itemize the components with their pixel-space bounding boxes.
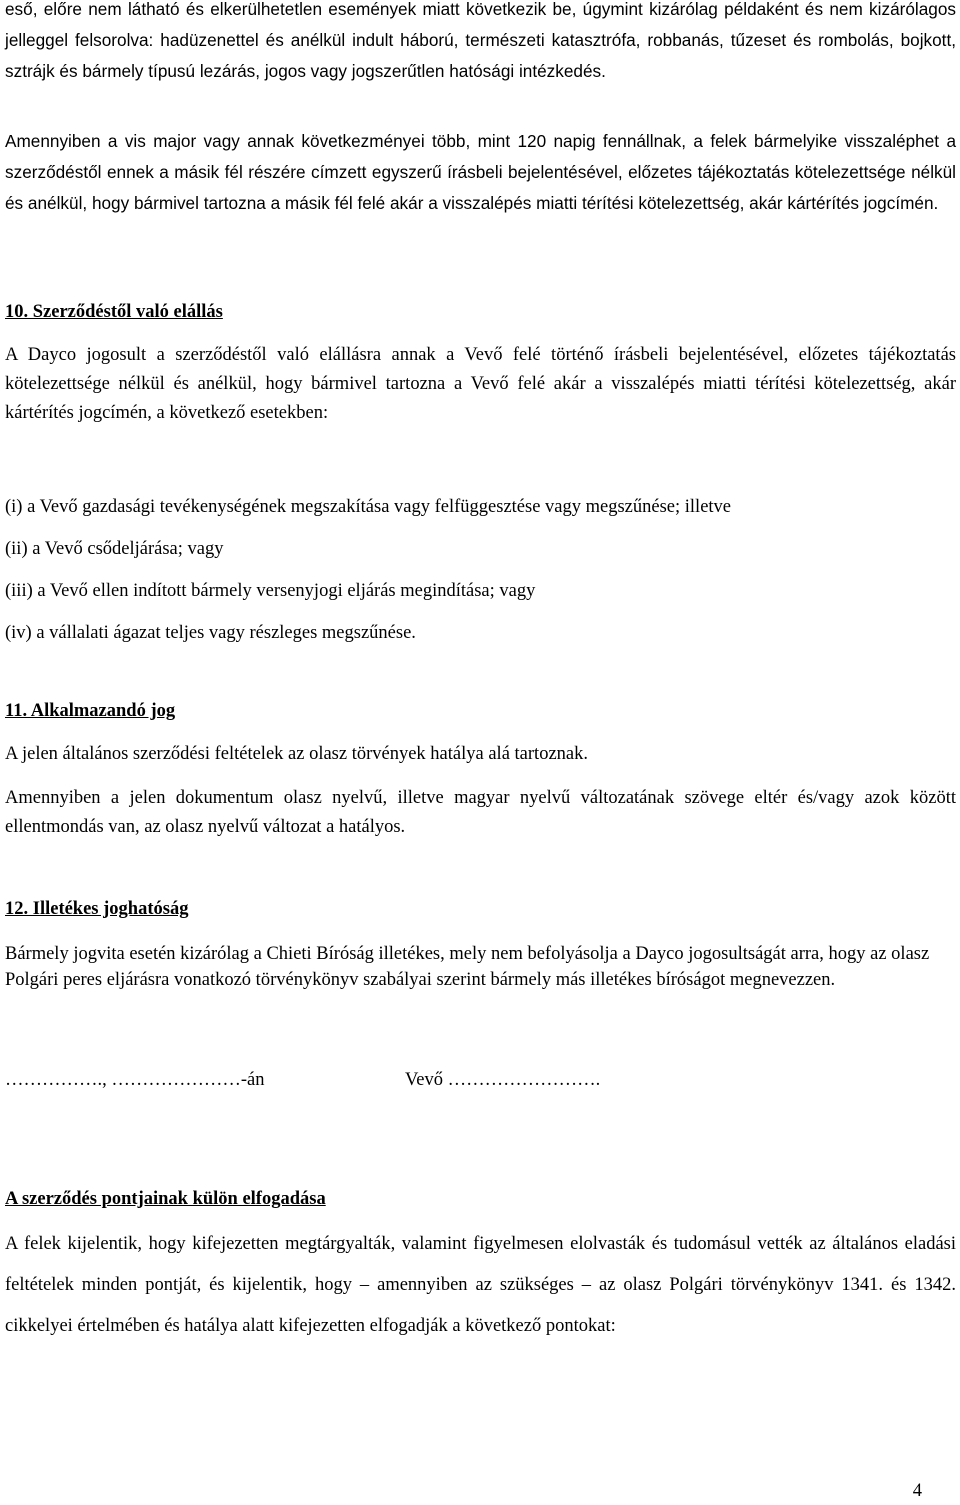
signature-line [5,1070,956,1154]
list-item: (iii) a Vevő ellen indított bármely versenyjogi eljárás megindítása; vagy [5,581,536,601]
section-10-heading: 10. Szerződéstől való elállás [5,302,223,322]
place-date-field: ……………., …………………-án [5,1070,265,1090]
section-10-text: A Dayco jogosult a szerződéstől való elállásra annak a Vevő felé történő írásbeli bejelentésével, előzetes tájékoztatás kötelezettsége nélkül és anélkül, hogy bármivel tartozna a Vevő felé akár a visszalépés miatti térítési kötelezettség, akár kártérítés jogcímén, a következő esetekben: [5,345,956,423]
paragraph-vis-major: Amennyiben a vis major vagy annak következményei több, mint 120 napig fennállnak, a felek bármelyike visszaléphet a szerződéstől ennek a másik fél részére címzett egyszerű írásbeli bejelentésével, előzetes tájékoztatás kötelezettsége nélkül és anélkül, hogy bármivel tartozna a másik fél felé akár a visszalépés miatti térítési kötelezettség, akár kártérítés jogcímén. [5,131,956,213]
section-10-list [5,486,956,654]
page-number: 4 [912,1481,922,1501]
section-12-heading: 12. Illetékes joghatóság [5,899,189,919]
paragraph-intro: eső, előre nem látható és elkerülhetetlen események miatt következik be, úgymint kizárólag példaként és nem kizárólagos jelleggel felsorolva: hadüzenettel és anélkül indult háború, természeti katasztrófa, robbanás, tűzeset és rombolás, bojkott, sztrájk és bármely típusú lezárás, jogos vagy jogszerűtlen hatósági intézkedés. [5,0,956,81]
list-item: (ii) a Vevő csődeljárása; vagy [5,539,224,559]
list-item: (i) a Vevő gazdasági tevékenységének megszakítása vagy felfüggesztése vagy megszűnése; illetve [5,497,732,517]
list-item: (iv) a vállalati ágazat teljes vagy részleges megszűnése. [5,623,416,643]
section-11-text-2: Amennyiben a jelen dokumentum olasz nyelvű, illetve magyar nyelvű változatának szövege eltér és/vagy azok között ellentmondás van, az olasz nyelvű változat a hatályos. [5,788,956,837]
acceptance-text: A felek kijelentik, hogy kifejezetten megtárgyalták, valamint figyelmesen elolvasták és tudomásul vették az általános eladási feltételek minden pontját, és kijelentik, hogy – amennyiben az szükséges – az olasz Polgári törvénykönyv 1341. és 1342. cikkelyei értelmében és hatálya alatt kifejezetten elfogadják a következő pontokat: [5,1234,956,1336]
section-11-heading: 11. Alkalmazandó jog [5,701,176,721]
section-11-text-1: A jelen általános szerződési feltételek az olasz törvények hatálya alá tartoznak. [5,744,588,764]
buyer-signature-field: Vevő ……………………. [405,1070,601,1090]
acceptance-heading: A szerződés pontjainak külön elfogadása [5,1189,326,1209]
section-12-text: Bármely jogvita esetén kizárólag a Chieti Bíróság illetékes, mely nem befolyásolja a Dayco jogosultságát arra, hogy az olasz Polgári peres eljárásra vonatkozó törvénykönyv szabályai szerint bármely más illetékes bíróságot megnevezzen. [5,944,930,990]
